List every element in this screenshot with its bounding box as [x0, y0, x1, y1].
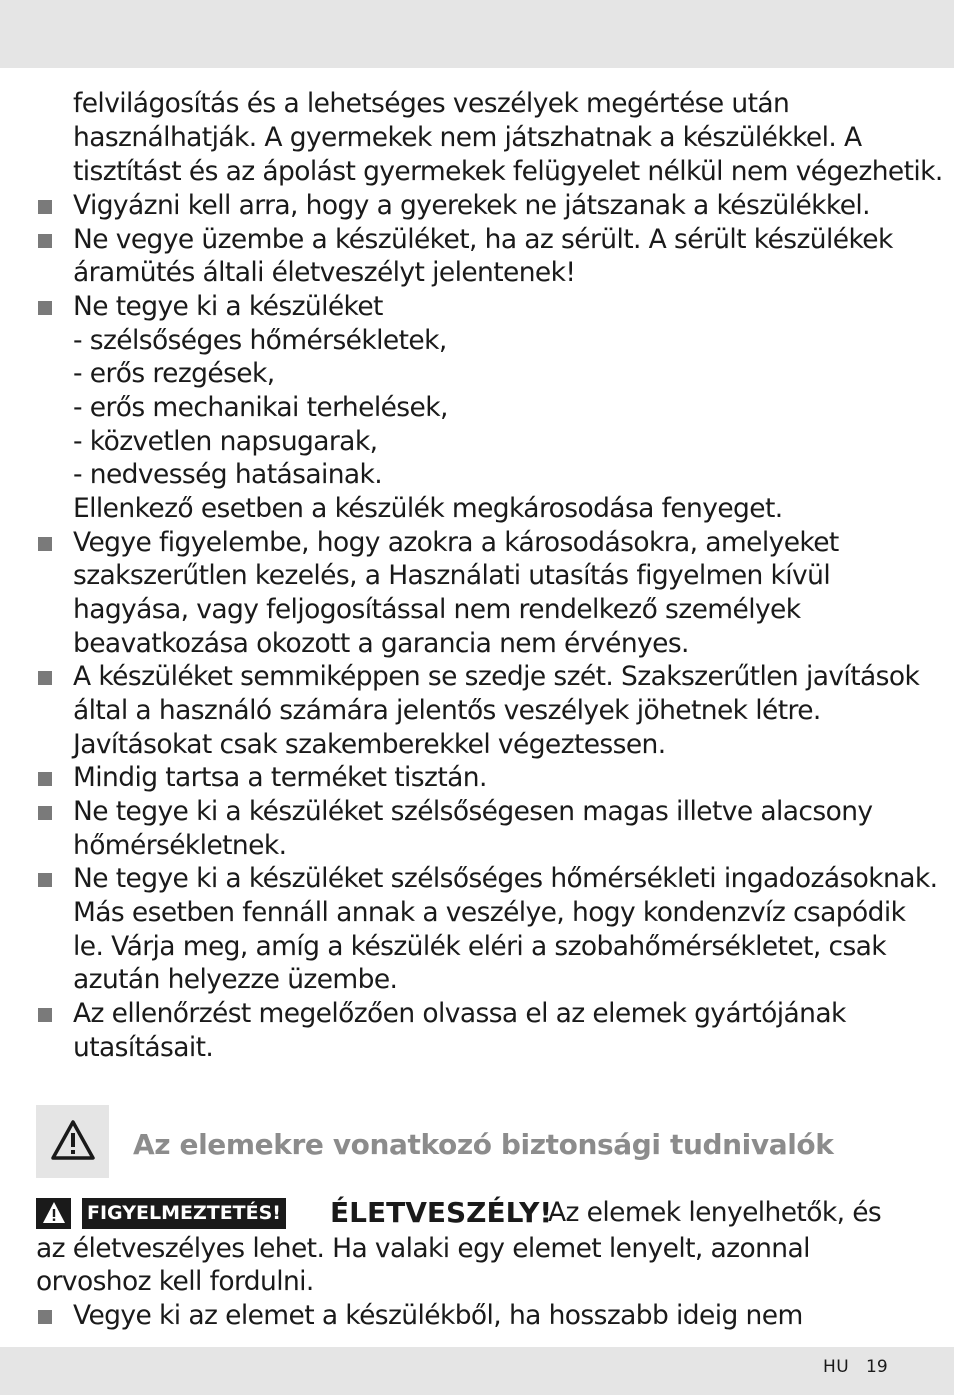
bullet-square-icon: [38, 772, 52, 786]
header-band: [0, 0, 954, 68]
warning-badge: FIGYELMEZTETÉS!: [82, 1198, 286, 1229]
list-item-continuation: szakszerűtlen kezelés, a Használati utasítás figyelmen kívül: [73, 560, 831, 591]
footer-band: [0, 1347, 954, 1395]
footer-language: HU: [823, 1357, 850, 1377]
list-item-continuation: Más esetben fennáll annak a veszélye, hogy kondenzvíz csapódik: [73, 897, 906, 928]
list-item: Az ellenőrzést megelőzően olvassa el az elemek gyártójának: [73, 998, 846, 1029]
list-item: Vigyázni kell arra, hogy a gyerekek ne játszanak a készülékkel.: [73, 190, 871, 221]
list-item-continuation: azután helyezze üzembe.: [73, 964, 398, 995]
warning-text: Az elemek lenyelhetők, és: [548, 1197, 882, 1228]
list-item-continuation: hőmérsékletnek.: [73, 830, 287, 861]
list-item-continuation: - erős rezgések,: [73, 358, 275, 389]
bullet-square-icon: [38, 1008, 52, 1022]
warning-text: az életveszélyes lehet. Ha valaki egy elemet lenyelt, azonnal: [36, 1233, 810, 1264]
warning-triangle-icon: [50, 1119, 96, 1161]
bullet-square-icon: [38, 1310, 52, 1324]
list-item-continuation: hagyása, vagy feljogosítással nem rendelkező személyek: [73, 594, 801, 625]
intro-line: tisztítást és az ápolást gyermekek felügyelet nélkül nem végezhetik.: [73, 156, 943, 187]
page-number: 19: [866, 1357, 888, 1377]
list-item: A készüléket semmiképpen se szedje szét. Szakszerűtlen javítások: [73, 661, 920, 692]
list-item-continuation: Javításokat csak szakemberekkel végeztessen.: [73, 729, 666, 760]
bullet-square-icon: [38, 301, 52, 315]
list-item: Ne vegye üzembe a készüléket, ha az sérült. A sérült készülékek: [73, 224, 893, 255]
warning-triangle-icon: [42, 1201, 66, 1225]
bullet-square-icon: [38, 537, 52, 551]
bullet-square-icon: [38, 200, 52, 214]
list-item-continuation: le. Várja meg, amíg a készülék eléri a szobahőmérsékletet, csak: [73, 931, 887, 962]
section-title: Az elemekre vonatkozó biztonsági tudnivalók: [133, 1128, 834, 1161]
list-item-continuation: áramütés általi életveszélyt jelentenek!: [73, 257, 576, 288]
intro-line: felvilágosítás és a lehetséges veszélyek megértése után: [73, 88, 790, 119]
bullet-square-icon: [38, 671, 52, 685]
intro-line: használhatják. A gyermekek nem játszhatnak a készülékkel. A: [73, 122, 862, 153]
bullet-square-icon: [38, 873, 52, 887]
bullet-square-icon: [38, 806, 52, 820]
list-item: Mindig tartsa a terméket tisztán.: [73, 762, 487, 793]
list-item-continuation: utasításait.: [73, 1032, 214, 1063]
warning-strong-text: ÉLETVESZÉLY!: [330, 1196, 553, 1229]
list-item-continuation: - szélsőséges hőmérsékletek,: [73, 325, 447, 356]
list-item-continuation: - közvetlen napsugarak,: [73, 426, 378, 457]
list-item: Ne tegye ki a készüléket szélsőséges hőmérsékleti ingadozásoknak.: [73, 863, 938, 894]
bullet-square-icon: [38, 234, 52, 248]
warning-badge-icon-box: [36, 1198, 71, 1229]
list-item-continuation: Ellenkező esetben a készülék megkárosodása fenyeget.: [73, 493, 783, 524]
list-item-continuation: által a használó számára jelentős veszélyek jöhetnek létre.: [73, 695, 821, 726]
section-icon-box: [36, 1105, 109, 1178]
list-item: Vegye ki az elemet a készülékből, ha hosszabb ideig nem: [73, 1300, 803, 1331]
warning-text: orvoshoz kell fordulni.: [36, 1266, 314, 1297]
list-item-continuation: - nedvesség hatásainak.: [73, 459, 383, 490]
list-item: Ne tegye ki a készüléket szélsőségesen magas illetve alacsony: [73, 796, 873, 827]
list-item: Ne tegye ki a készüléket: [73, 291, 383, 322]
list-item: Vegye figyelembe, hogy azokra a károsodásokra, amelyeket: [73, 527, 839, 558]
list-item-continuation: - erős mechanikai terhelések,: [73, 392, 448, 423]
list-item-continuation: beavatkozása okozott a garancia nem érvényes.: [73, 628, 689, 659]
